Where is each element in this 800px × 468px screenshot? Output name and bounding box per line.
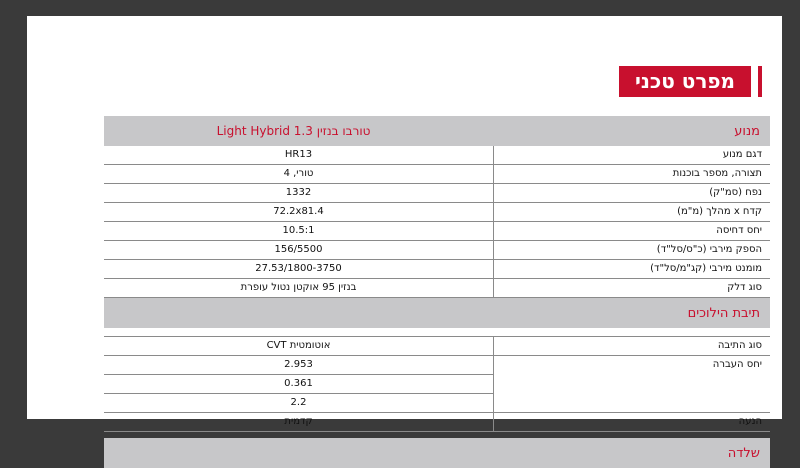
row-value: קדמית — [284, 416, 313, 427]
row-label: דגם מנוע — [493, 146, 770, 164]
row-label: סוג דלק — [493, 279, 770, 297]
section-transmission-title: תיבת הילוכים — [687, 305, 760, 321]
row-label: סוג התיבה — [493, 337, 770, 355]
row-value: 27.53/1800-3750 — [255, 263, 342, 274]
row-label: יחס העברה — [493, 356, 770, 412]
ratio-value: 0.361 — [104, 375, 493, 394]
section-engine-title: מנוע — [734, 123, 760, 139]
row-value: 10.5:1 — [282, 225, 315, 236]
section-engine-value: טורבו בנזין 1.3 Light Hybrid — [216, 124, 371, 138]
row-label: הנעה — [493, 413, 770, 431]
row-value: בנזין 95 אוקטן נטול עופרת — [240, 282, 357, 293]
scrollbar[interactable] — [782, 0, 800, 419]
engine-spec-row — [104, 222, 770, 241]
page-title: מפרט טכני — [619, 66, 751, 97]
row-value: אוטומטית CVT — [266, 340, 331, 351]
transmission-type-row — [104, 336, 770, 356]
drive-row — [104, 413, 770, 432]
engine-spec-row — [104, 260, 770, 279]
engine-spec-row — [104, 203, 770, 222]
row-value: טורי, 4 — [283, 168, 314, 179]
row-label: נפח (סמ"ק) — [493, 184, 770, 202]
section-transmission-header — [104, 298, 770, 328]
title-accent-bar — [758, 66, 762, 97]
row-value: 1332 — [285, 187, 312, 198]
row-label: יחס דחיסה — [493, 222, 770, 240]
transmission-ratio-group — [104, 356, 770, 413]
section-chassis-header — [104, 438, 770, 468]
engine-spec-row — [104, 184, 770, 203]
engine-rows — [104, 146, 770, 298]
document-page — [27, 16, 782, 461]
ratio-values — [104, 356, 493, 412]
engine-spec-row — [104, 165, 770, 184]
row-value: 156/5500 — [274, 244, 323, 255]
row-label: הספק מירבי (כ"ס/סל"ד) — [493, 241, 770, 259]
row-label: קדח x מהלך (מ"מ) — [493, 203, 770, 221]
row-label: מומנט מירבי (קג"מ/סל"ד) — [493, 260, 770, 278]
row-label: תצורה, מספר בוכנות — [493, 165, 770, 183]
section-engine-header — [104, 116, 770, 146]
section-chassis-title: שלדה — [727, 445, 760, 461]
ratio-value: 2.2 — [290, 397, 307, 408]
spec-table — [104, 116, 770, 468]
engine-spec-row — [104, 279, 770, 298]
row-value: 72.2x81.4 — [273, 206, 324, 217]
engine-spec-row — [104, 241, 770, 260]
row-value: HR13 — [284, 149, 313, 160]
engine-spec-row — [104, 146, 770, 165]
ratio-value: 2.953 — [104, 356, 493, 375]
